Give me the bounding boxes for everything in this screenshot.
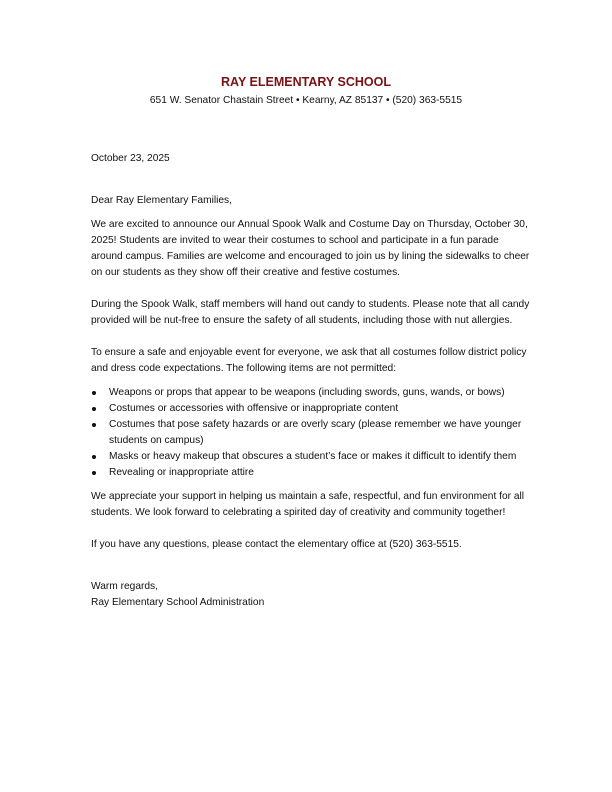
paragraph-candy: During the Spook Walk, staff members will hand out candy to students. Please note that all candy provided will be nut-free to ensure the safety of all students, including those with nut allergies. (91, 299, 530, 326)
not-permitted-list (91, 385, 531, 481)
list-item (91, 417, 531, 449)
list-item (91, 465, 531, 481)
list-item-text: Masks or heavy makeup that obscures a student’s face or makes it difficult to identify them (109, 451, 517, 462)
list-item-text: Weapons or props that appear to be weapons (including swords, guns, wands, or bows) (109, 387, 505, 398)
paragraph-costume-policy: To ensure a safe and enjoyable event for everyone, we ask that all costumes follow district policy and dress code expectations. The following items are not permitted: (91, 347, 527, 374)
list-item (91, 385, 531, 401)
paragraph-appreciation: We appreciate your support in helping us maintain a safe, respectful, and fun environment for all students. We look forward to celebrating a spirited day of creativity and community together! (91, 491, 525, 518)
salutation: Dear Ray Elementary Families, (91, 195, 232, 206)
list-item-text: Revealing or inappropriate attire (109, 467, 254, 478)
list-item-text: Costumes or accessories with offensive or inappropriate content (109, 403, 399, 414)
school-name-heading: RAY ELEMENTARY SCHOOL (221, 75, 391, 89)
letter-date: October 23, 2025 (91, 153, 170, 164)
paragraph-contact: If you have any questions, please contact the elementary office at (520) 363-5515. (91, 539, 462, 550)
letter-body (91, 151, 531, 611)
list-item-text: Costumes that pose safety hazards or are overly scary (please remember we have younger students on campus) (109, 419, 522, 446)
school-address-line: 651 W. Senator Chastain Street • Kearny, AZ 85137 • (520) 363-5515 (149, 95, 463, 106)
paragraph-announcement: We are excited to announce our Annual Spook Walk and Costume Day on Thursday, October 30, 2025! Students are invited to wear their costumes to school and participate in a fun parade around campus. Families are welcome and encouraged to join us by lining the sidewalks to cheer on our students as they show off their creative and festive costumes. (91, 219, 530, 278)
list-item (91, 401, 531, 417)
sign-off: Warm regards, (91, 581, 158, 592)
signature: Ray Elementary School Administration (91, 597, 265, 608)
list-item (91, 449, 531, 465)
